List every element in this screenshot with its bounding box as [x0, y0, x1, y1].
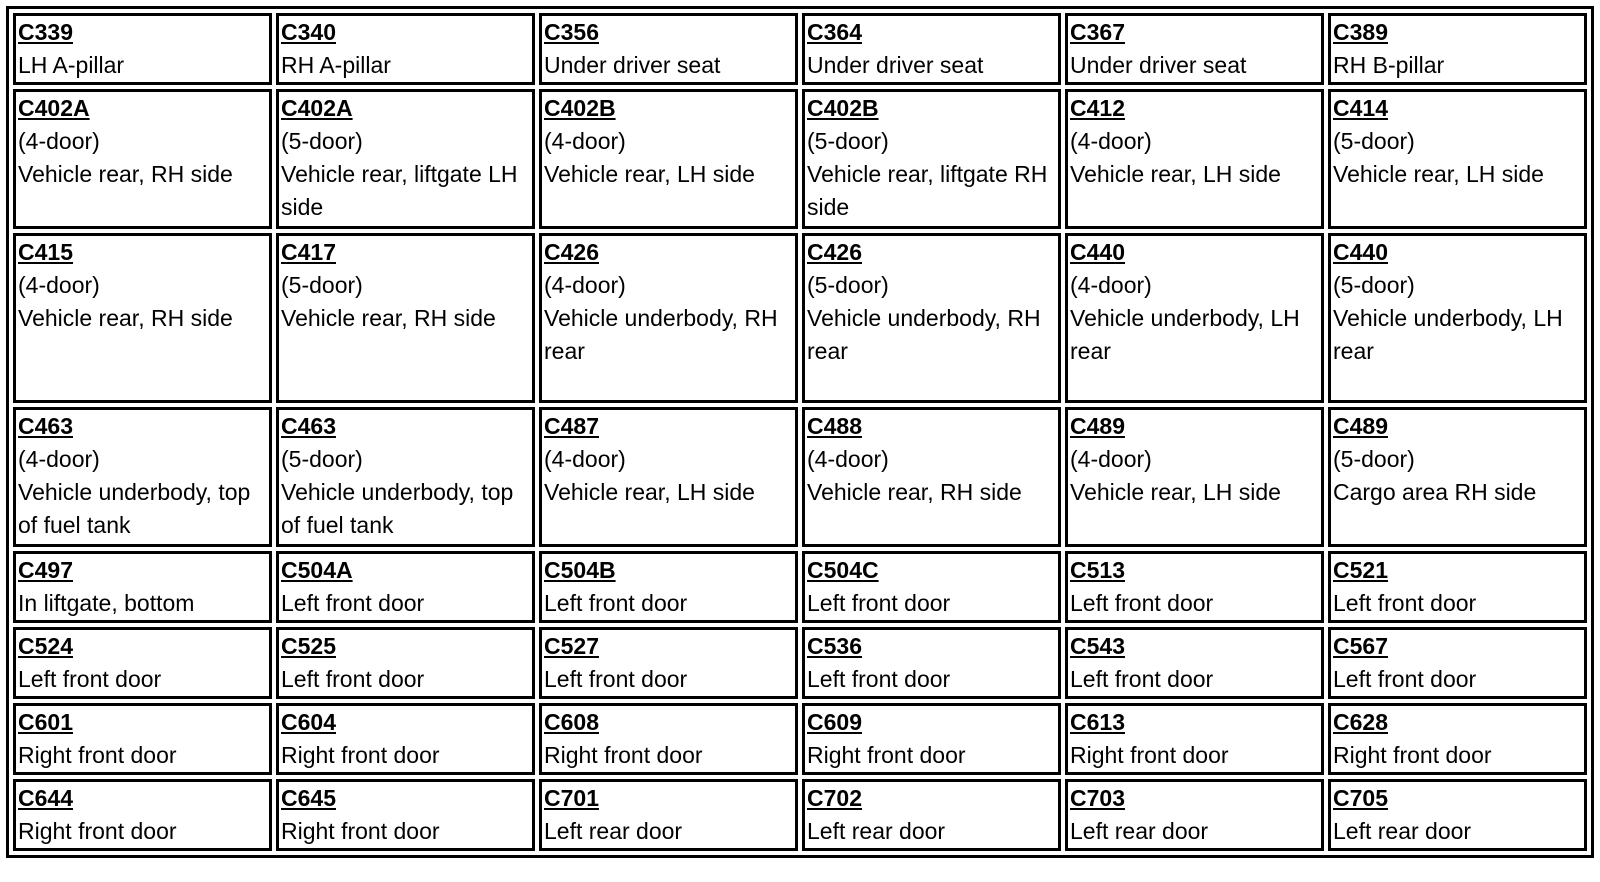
connector-code: C521 — [1333, 557, 1388, 583]
connector-code: C628 — [1333, 709, 1388, 735]
connector-location: (5-door) — [1333, 128, 1415, 154]
connector-cell — [276, 13, 535, 85]
connector-code: C489 — [1070, 413, 1125, 439]
connector-cell — [1328, 779, 1587, 851]
connector-cell — [802, 779, 1061, 851]
connector-code: C426 — [807, 239, 862, 265]
connector-cell — [539, 779, 798, 851]
connector-location: Right front door — [281, 818, 440, 844]
connector-cell — [1065, 407, 1324, 547]
connector-location: (5-door) — [281, 128, 363, 154]
connector-cell — [1065, 779, 1324, 851]
connector-code: C524 — [18, 633, 73, 659]
connector-location: Right front door — [544, 742, 703, 768]
connector-code: C415 — [18, 239, 73, 265]
connector-code: C339 — [18, 19, 73, 45]
connector-cell — [1328, 407, 1587, 547]
connector-location: Left front door — [807, 666, 951, 692]
connector-cell — [276, 551, 535, 623]
connector-cell — [802, 13, 1061, 85]
connector-cell — [13, 703, 272, 775]
connector-location: RH B-pillar — [1333, 52, 1445, 78]
table-row — [13, 13, 1587, 85]
connector-location: Cargo area RH side — [1333, 479, 1537, 505]
connector-cell — [13, 407, 272, 547]
connector-code: C601 — [18, 709, 73, 735]
connector-cell — [276, 779, 535, 851]
connector-location: Vehicle rear, RH side — [18, 161, 233, 187]
connector-cell — [539, 407, 798, 547]
connector-code: C426 — [544, 239, 599, 265]
connector-code: C489 — [1333, 413, 1388, 439]
connector-location: (4-door) — [18, 446, 100, 472]
connector-cell — [539, 13, 798, 85]
connector-code: C487 — [544, 413, 599, 439]
connector-cell — [1065, 627, 1324, 699]
connector-location: Left front door — [281, 590, 425, 616]
connector-code: C701 — [544, 785, 599, 811]
connector-location: Vehicle rear, LH side — [1070, 479, 1281, 505]
connector-location: (5-door) — [1333, 272, 1415, 298]
connector-cell — [1328, 233, 1587, 403]
connector-location: Right front door — [807, 742, 966, 768]
connector-location: Left front door — [18, 666, 162, 692]
connector-location: Vehicle rear, RH side — [281, 305, 496, 331]
connector-cell — [1065, 703, 1324, 775]
connector-cell — [276, 233, 535, 403]
connector-location: Vehicle rear, LH side — [544, 161, 755, 187]
connector-code: C389 — [1333, 19, 1388, 45]
connector-cell — [539, 233, 798, 403]
connector-code: C604 — [281, 709, 336, 735]
connector-cell — [276, 627, 535, 699]
connector-location: Left front door — [281, 666, 425, 692]
connector-code: C367 — [1070, 19, 1125, 45]
connector-cell — [802, 407, 1061, 547]
connector-location: Right front door — [18, 742, 177, 768]
connector-location: (5-door) — [807, 128, 889, 154]
connector-location: Right front door — [281, 742, 440, 768]
connector-table — [6, 6, 1594, 858]
connector-code: C417 — [281, 239, 336, 265]
table-row — [13, 233, 1587, 403]
connector-cell — [13, 551, 272, 623]
connector-cell — [539, 703, 798, 775]
connector-location: Under driver seat — [1070, 52, 1247, 78]
table-row — [13, 407, 1587, 547]
connector-code: C402B — [544, 95, 616, 121]
connector-code: C525 — [281, 633, 336, 659]
connector-location: Under driver seat — [807, 52, 984, 78]
connector-cell — [539, 89, 798, 229]
connector-cell — [13, 89, 272, 229]
connector-location: (5-door) — [1333, 446, 1415, 472]
connector-code: C356 — [544, 19, 599, 45]
connector-code: C645 — [281, 785, 336, 811]
connector-cell — [1328, 627, 1587, 699]
connector-location: Vehicle rear, LH side — [544, 479, 755, 505]
connector-location: Vehicle rear, liftgate LH side — [281, 161, 518, 220]
connector-location: LH A-pillar — [18, 52, 125, 78]
connector-location: (4-door) — [1070, 272, 1152, 298]
connector-location: Right front door — [1333, 742, 1492, 768]
connector-location: (4-door) — [544, 272, 626, 298]
connector-code: C402A — [281, 95, 353, 121]
connector-code: C608 — [544, 709, 599, 735]
connector-location: Vehicle underbody, RH rear — [807, 305, 1041, 364]
connector-location: Left front door — [544, 590, 688, 616]
connector-code: C504A — [281, 557, 353, 583]
connector-code: C609 — [807, 709, 862, 735]
connector-cell — [1328, 703, 1587, 775]
connector-code: C513 — [1070, 557, 1125, 583]
connector-location: Right front door — [1070, 742, 1229, 768]
connector-code: C702 — [807, 785, 862, 811]
connector-location: Left front door — [1333, 590, 1477, 616]
connector-code: C488 — [807, 413, 862, 439]
connector-location: Under driver seat — [544, 52, 721, 78]
connector-location: Vehicle underbody, LH rear — [1333, 305, 1563, 364]
connector-location: Vehicle rear, liftgate RH side — [807, 161, 1048, 220]
connector-code: C613 — [1070, 709, 1125, 735]
connector-code: C703 — [1070, 785, 1125, 811]
connector-location: (4-door) — [1070, 446, 1152, 472]
connector-location: RH A-pillar — [281, 52, 391, 78]
connector-location: Left rear door — [544, 818, 683, 844]
connector-cell — [13, 627, 272, 699]
connector-location: (4-door) — [544, 128, 626, 154]
connector-location: (4-door) — [18, 272, 100, 298]
connector-code: C504C — [807, 557, 879, 583]
connector-code: C364 — [807, 19, 862, 45]
connector-location: Vehicle rear, LH side — [1333, 161, 1544, 187]
connector-cell — [1065, 233, 1324, 403]
connector-location: Left front door — [1333, 666, 1477, 692]
connector-location: Vehicle underbody, top of fuel tank — [18, 479, 251, 538]
connector-location: Vehicle rear, LH side — [1070, 161, 1281, 187]
connector-cell — [802, 233, 1061, 403]
connector-cell — [1065, 551, 1324, 623]
connector-location: (5-door) — [807, 272, 889, 298]
connector-cell — [13, 779, 272, 851]
connector-location: (4-door) — [807, 446, 889, 472]
connector-location: Vehicle underbody, RH rear — [544, 305, 778, 364]
connector-cell — [1328, 89, 1587, 229]
connector-location: Vehicle rear, RH side — [807, 479, 1022, 505]
connector-code: C536 — [807, 633, 862, 659]
connector-location: Left front door — [1070, 666, 1214, 692]
connector-code: C527 — [544, 633, 599, 659]
connector-code: C497 — [18, 557, 73, 583]
connector-location: Left front door — [807, 590, 951, 616]
connector-cell — [1065, 89, 1324, 229]
connector-code: C567 — [1333, 633, 1388, 659]
connector-location: (5-door) — [281, 446, 363, 472]
connector-cell — [13, 233, 272, 403]
connector-location: (4-door) — [544, 446, 626, 472]
connector-code: C402A — [18, 95, 90, 121]
connector-cell — [802, 551, 1061, 623]
connector-cell — [13, 13, 272, 85]
connector-code: C644 — [18, 785, 73, 811]
connector-location: (4-door) — [18, 128, 100, 154]
connector-location: Vehicle rear, RH side — [18, 305, 233, 331]
connector-code: C463 — [18, 413, 73, 439]
connector-location: Left rear door — [1070, 818, 1209, 844]
connector-cell — [802, 703, 1061, 775]
connector-cell — [1328, 551, 1587, 623]
connector-code: C440 — [1333, 239, 1388, 265]
connector-location: Right front door — [18, 818, 177, 844]
connector-table-body — [13, 13, 1587, 851]
connector-code: C463 — [281, 413, 336, 439]
connector-location: Vehicle underbody, LH rear — [1070, 305, 1300, 364]
connector-cell — [1328, 13, 1587, 85]
connector-location: Left rear door — [1333, 818, 1472, 844]
connector-code: C414 — [1333, 95, 1388, 121]
table-row — [13, 551, 1587, 623]
connector-location: (5-door) — [281, 272, 363, 298]
connector-cell — [539, 551, 798, 623]
connector-cell — [802, 89, 1061, 229]
table-row — [13, 703, 1587, 775]
connector-cell — [276, 703, 535, 775]
table-row — [13, 627, 1587, 699]
connector-location: Vehicle underbody, top of fuel tank — [281, 479, 514, 538]
connector-code: C543 — [1070, 633, 1125, 659]
connector-location: Left rear door — [807, 818, 946, 844]
connector-code: C412 — [1070, 95, 1125, 121]
connector-cell — [1065, 13, 1324, 85]
connector-code: C504B — [544, 557, 616, 583]
connector-location: Left front door — [544, 666, 688, 692]
connector-cell — [539, 627, 798, 699]
connector-code: C705 — [1333, 785, 1388, 811]
table-row — [13, 779, 1587, 851]
connector-code: C440 — [1070, 239, 1125, 265]
connector-cell — [802, 627, 1061, 699]
connector-code: C402B — [807, 95, 879, 121]
connector-location: In liftgate, bottom — [18, 590, 195, 616]
table-row — [13, 89, 1587, 229]
connector-code: C340 — [281, 19, 336, 45]
connector-cell — [276, 407, 535, 547]
connector-location: Left front door — [1070, 590, 1214, 616]
connector-cell — [276, 89, 535, 229]
connector-location: (4-door) — [1070, 128, 1152, 154]
